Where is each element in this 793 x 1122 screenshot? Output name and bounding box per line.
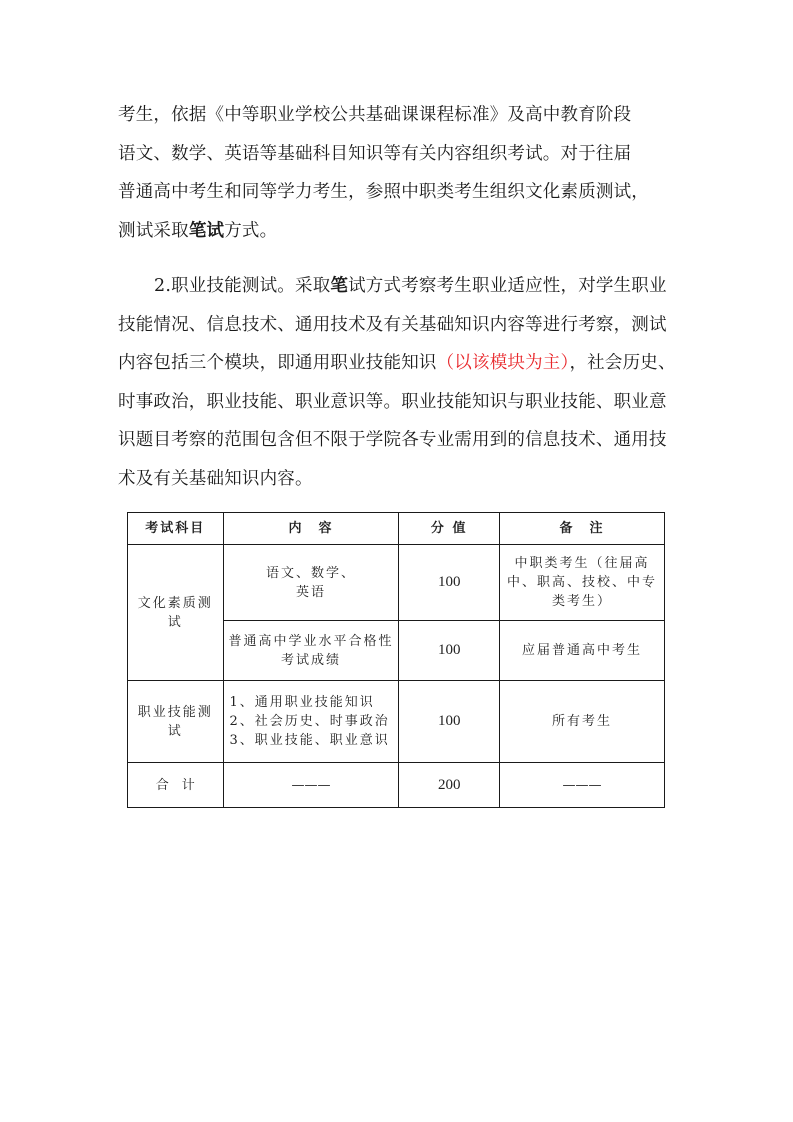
bold-text: 笔试 xyxy=(188,220,225,241)
text-line: 普通高中考生和同等学力考生，参照中职类考生组织文化素质测试， xyxy=(118,182,649,202)
cell-score: 100 xyxy=(399,681,499,763)
cell-subject: 文化素质测试 xyxy=(128,545,224,681)
cell-content: 普通高中学业水平合格性考试成绩 xyxy=(223,621,399,681)
header-score: 分 值 xyxy=(399,513,499,545)
text-segment: 方式。 xyxy=(224,220,278,241)
header-subject: 考试科目 xyxy=(128,513,224,545)
highlighted-text: （以该模块为主） xyxy=(436,353,570,373)
cell-note: 所有考生 xyxy=(499,681,664,763)
text-segment: ，社会历史、时事政治，职业技能、职业意识等。职业技能知识与职业技能、职业意识题目考察的范围包含但不限于学院各专业需用到的信息技术、通用技术及有关基础知识内容。 xyxy=(118,353,676,489)
text-segment: 测试采取 xyxy=(118,220,189,241)
cell-note: 应届普通高中考生 xyxy=(499,621,664,681)
exam-score-table xyxy=(127,512,665,808)
text-segment: 2.职业技能测试。采取 xyxy=(154,276,331,296)
text-line: 语文、数学、英语等基础科目知识等有关内容组织考试。对于往届 xyxy=(118,143,632,164)
table-row-total xyxy=(128,763,665,808)
list-item: 1、通用职业技能知识 xyxy=(229,695,375,710)
cell-subject: 合 计 xyxy=(128,763,224,808)
cell-content: 语文、数学、 英语 xyxy=(223,545,399,621)
cell-content: ——— xyxy=(223,763,399,808)
paragraph-skills-test xyxy=(118,267,678,498)
bold-text: 笔 xyxy=(330,276,349,296)
cell-score: 100 xyxy=(399,545,499,621)
text-segment: 试方式考察考生职业适应性，对学生职业技能情况、信息技术、通用技术及有关基础知识内容等进行考察，测试内容包括三个模块，即通用职业技能知识 xyxy=(118,276,667,373)
text-line: 考生，依据《中等职业学校公共基础课课程标准》及高中教育阶段 xyxy=(118,105,632,125)
paragraph-cultural-test xyxy=(118,96,678,250)
table-row xyxy=(128,545,665,621)
text-line xyxy=(118,212,678,251)
table-header-row xyxy=(128,513,665,545)
cell-score: 100 xyxy=(399,621,499,681)
table-row xyxy=(128,681,665,763)
cell-score-total: 200 xyxy=(399,763,499,808)
header-note: 备 注 xyxy=(499,513,664,545)
cell-note: ——— xyxy=(499,763,664,808)
cell-subject: 职业技能测试 xyxy=(128,681,224,763)
cell-note: 中职类考生（往届高中、职高、技校、中专类考生） xyxy=(499,545,664,621)
list-item: 3、职业技能、职业意识 xyxy=(229,733,390,748)
list-item: 2、社会历史、时事政治 xyxy=(229,714,390,729)
cell-content-list xyxy=(223,681,399,763)
header-content: 内 容 xyxy=(223,513,399,545)
